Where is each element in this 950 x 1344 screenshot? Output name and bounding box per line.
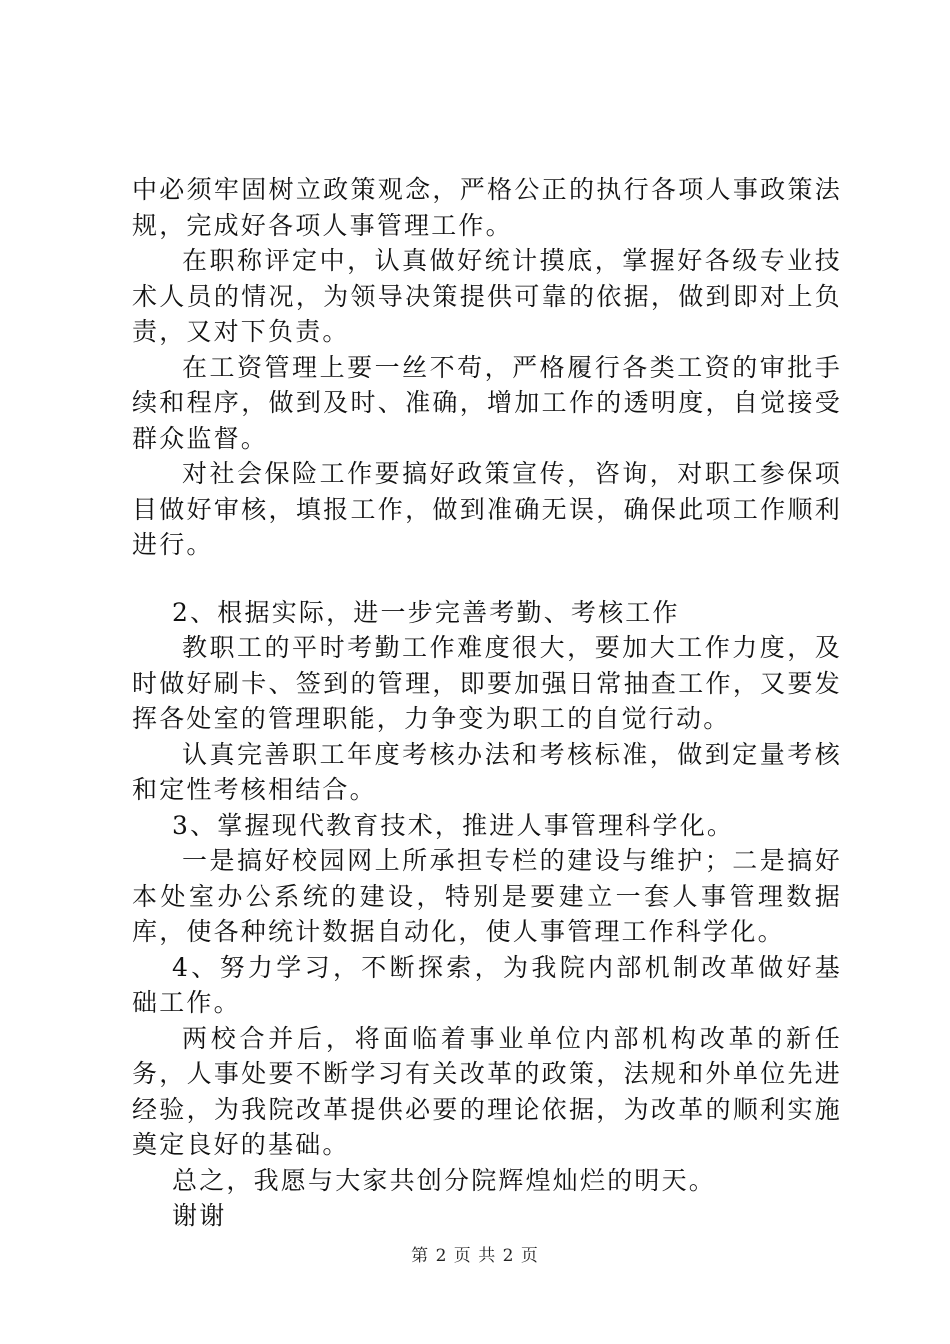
paragraph-title-evaluation: 在职称评定中，认真做好统计摸底，掌握好各级专业技术人员的情况，为领导决策提供可靠的依据，做到即对上负责，又对下负责。	[132, 246, 842, 346]
paragraph-attendance: 教职工的平时考勤工作难度很大，要加大工作力度，及时做好刷卡、签到的管理，即要加强日常抽查工作，又要发挥各处室的管理职能，力争变为职工的自觉行动。	[132, 633, 842, 733]
paragraph-policy-continuation: 中必须牢固树立政策观念，严格公正的执行各项人事政策法规，完成好各项人事管理工作。	[132, 175, 842, 240]
paragraph-merger-reform: 两校合并后，将面临着事业单位内部机构改革的新任务，人事处要不断学习有关改革的政策，法规和外单位先进经验，为我院改革提供必要的理论依据，为改革的顺利实施奠定良好的基础。	[132, 1023, 842, 1159]
section-heading-technology: 3、掌握现代教育技术，推进人事管理科学化。	[172, 810, 735, 840]
document-body	[132, 172, 842, 1234]
paragraph-annual-assessment: 认真完善职工年度考核办法和考核标准，做到定量考核和定性考核相结合。	[132, 739, 842, 804]
paragraph-salary-management: 在工资管理上要一丝不苟，严格履行各类工资的审批手续和程序，做到及时、准确，增加工作的透明度，自觉接受群众监督。	[132, 352, 842, 453]
paragraph-social-insurance: 对社会保险工作要搞好政策宣传，咨询，对职工参保项目做好审核，填报工作，做到准确无误，确保此项工作顺利进行。	[132, 459, 842, 559]
paragraph-conclusion: 总之，我愿与大家共创分院辉煌灿烂的明天。	[172, 1165, 717, 1195]
paragraph-campus-network: 一是搞好校园网上所承担专栏的建设与维护；二是搞好本处室办公系统的建设，特别是要建立一套人事管理数据库，使各种统计数据自动化，使人事管理工作科学化。	[132, 846, 842, 946]
section-heading-learning: 4、努力学习，不断探索，为我院内部机制改革做好基础工作。	[132, 952, 842, 1017]
paragraph-spacer	[132, 563, 842, 595]
section-heading-attendance: 2、根据实际，进一步完善考勤、考核工作	[172, 597, 680, 627]
paragraph-thanks: 谢谢	[172, 1201, 227, 1230]
page-number-footer: 第 2 页 共 2 页	[411, 1246, 539, 1266]
